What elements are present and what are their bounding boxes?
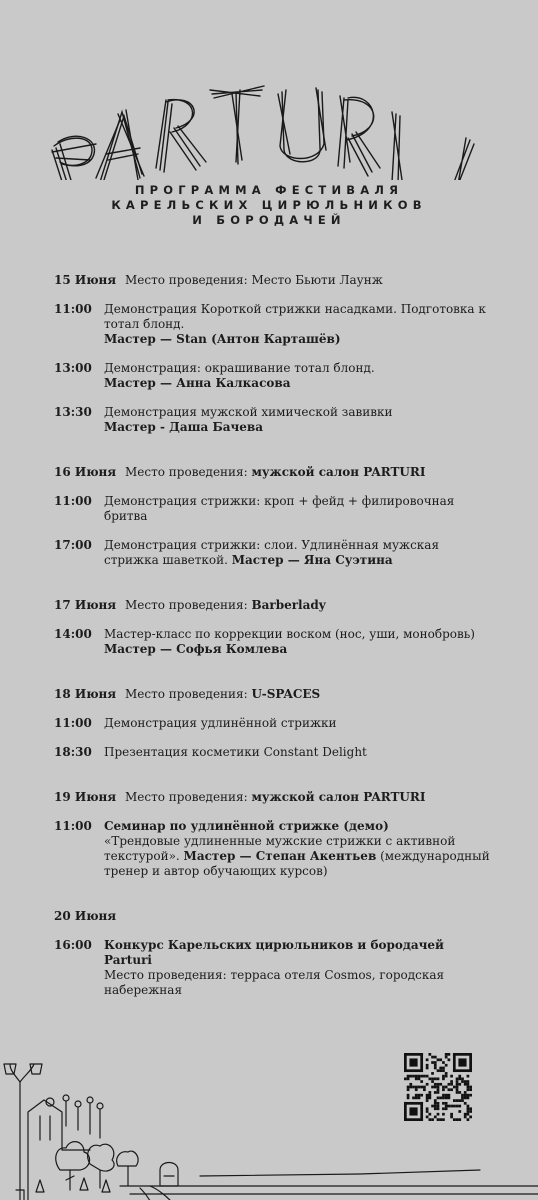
event-highlight: Мастер — Анна Калкасова xyxy=(104,376,291,390)
day-date: 19 Июня xyxy=(54,790,117,804)
logo-letter-i2 xyxy=(448,138,474,180)
day-block xyxy=(54,686,494,760)
embankment-illustration xyxy=(0,1030,538,1200)
logo-letter-r xyxy=(156,100,206,172)
event-text: Демонстрация стрижки: слои. Удлинённая мужская стрижка шаветкой. xyxy=(104,538,440,567)
day-block xyxy=(54,464,494,568)
event-row xyxy=(54,302,494,347)
day-header xyxy=(54,464,494,480)
venue-label: Место проведения: xyxy=(125,273,252,287)
subtitle-line: И БОРОДАЧЕЙ xyxy=(192,213,346,227)
day-block xyxy=(54,597,494,657)
logo-letter-t xyxy=(210,86,264,164)
event-description xyxy=(104,494,494,524)
day-block xyxy=(54,908,494,998)
event-time: 18:30 xyxy=(54,745,92,759)
logo-letter-p xyxy=(52,136,96,180)
venue-name: Barberlady xyxy=(251,598,326,612)
event-description xyxy=(104,745,494,760)
event-time: 11:00 xyxy=(54,494,92,508)
event-description xyxy=(104,538,494,568)
event-text: Место проведения: терраса отеля Cosmos, городская набережная xyxy=(104,968,445,997)
logo-letter-a xyxy=(96,110,144,180)
event-text: Демонстрация мужской химической завивки xyxy=(104,405,393,419)
day-date: 15 Июня xyxy=(54,273,117,287)
day-venue xyxy=(125,686,320,702)
event-text: Презентация косметики Constant Delight xyxy=(104,745,367,759)
event-description xyxy=(104,819,494,879)
day-date: 18 Июня xyxy=(54,687,117,701)
subtitle-line: КАРЕЛЬСКИХ ЦИРЮЛЬНИКОВ xyxy=(111,198,427,212)
festival-program xyxy=(54,272,494,1027)
event-row xyxy=(54,819,494,879)
event-row xyxy=(54,405,494,435)
event-text: Демонстрация стрижки: кроп + фейд + филировочная бритва xyxy=(104,494,455,523)
venue-name: U-SPACES xyxy=(251,687,321,701)
day-venue xyxy=(125,597,326,613)
event-text: Демонстрация: окрашивание тотал блонд. xyxy=(104,361,375,375)
event-highlight: Мастер — Софья Комлева xyxy=(104,642,288,656)
event-time: 13:00 xyxy=(54,361,92,375)
event-highlight: Мастер — Степан Акентьев xyxy=(183,849,377,863)
event-time: 11:00 xyxy=(54,819,92,833)
day-block xyxy=(54,272,494,435)
event-description xyxy=(104,405,494,435)
walkway xyxy=(140,1186,176,1200)
day-venue xyxy=(125,272,383,288)
event-description xyxy=(104,627,494,657)
venue-label: Место проведения: xyxy=(125,465,252,479)
event-text: Демонстрация удлинённой стрижки xyxy=(104,716,337,730)
venue-name: мужской салон PARTURI xyxy=(251,790,426,804)
event-description xyxy=(104,361,494,391)
event-highlight: Мастер — Яна Суэтина xyxy=(231,553,393,567)
venue-label: Место проведения: xyxy=(125,598,252,612)
event-row xyxy=(54,361,494,391)
day-block xyxy=(54,789,494,879)
event-highlight: Конкурс Карельских цирюльников и бородачей Parturi xyxy=(104,938,444,967)
event-row xyxy=(54,938,494,998)
event-description xyxy=(104,938,494,998)
event-row xyxy=(54,745,494,760)
day-venue xyxy=(125,789,425,805)
day-header xyxy=(54,686,494,702)
event-row xyxy=(54,716,494,731)
event-text: Мастер-класс по коррекции воском (нос, уши, монобровь) xyxy=(104,627,475,641)
event-time: 11:00 xyxy=(54,302,92,316)
festival-subtitle xyxy=(0,183,538,228)
event-time: 17:00 xyxy=(54,538,92,552)
event-highlight: Мастер - Даша Бачева xyxy=(104,420,264,434)
day-header xyxy=(54,597,494,613)
day-header xyxy=(54,789,494,805)
event-time: 11:00 xyxy=(54,716,92,730)
event-text: Демонстрация Короткой стрижки насадками. Подготовка к тотал блонд. xyxy=(104,302,486,331)
parturi-logo xyxy=(0,30,538,180)
logo-letter-u xyxy=(278,88,326,162)
event-description xyxy=(104,716,494,731)
day-date: 20 Июня xyxy=(54,909,117,923)
event-description xyxy=(104,302,494,347)
street-lamp xyxy=(4,1064,42,1200)
day-venue xyxy=(125,464,425,480)
event-row xyxy=(54,494,494,524)
event-highlight: Мастер — Stan (Антон Карташёв) xyxy=(104,332,341,346)
event-row xyxy=(54,627,494,657)
event-time: 13:30 xyxy=(54,405,92,419)
day-header xyxy=(54,272,494,288)
venue-name: Место Бьюти Лаунж xyxy=(251,273,383,287)
logo-letter-r2 xyxy=(338,96,380,176)
pavilion xyxy=(160,1163,178,1187)
day-date: 16 Июня xyxy=(54,465,117,479)
day-header xyxy=(54,908,494,924)
subtitle-line: ПРОГРАММА ФЕСТИВАЛЯ xyxy=(134,183,404,197)
event-row xyxy=(54,538,494,568)
day-date: 17 Июня xyxy=(54,598,117,612)
logo-letter-i xyxy=(392,112,402,180)
event-time: 14:00 xyxy=(54,627,92,641)
venue-label: Место проведения: xyxy=(125,687,252,701)
venue-label: Место проведения: xyxy=(125,790,252,804)
event-text: «Трендовые удлиненные мужские стрижки с активной текстурой». xyxy=(104,834,456,863)
event-highlight: Семинар по удлинённой стрижке (демо) xyxy=(104,819,389,833)
event-time: 16:00 xyxy=(54,938,92,952)
venue-name: мужской салон PARTURI xyxy=(251,465,426,479)
event-text: (международный тренер и автор обучающих курсов) xyxy=(104,849,490,878)
trees xyxy=(46,1095,138,1190)
